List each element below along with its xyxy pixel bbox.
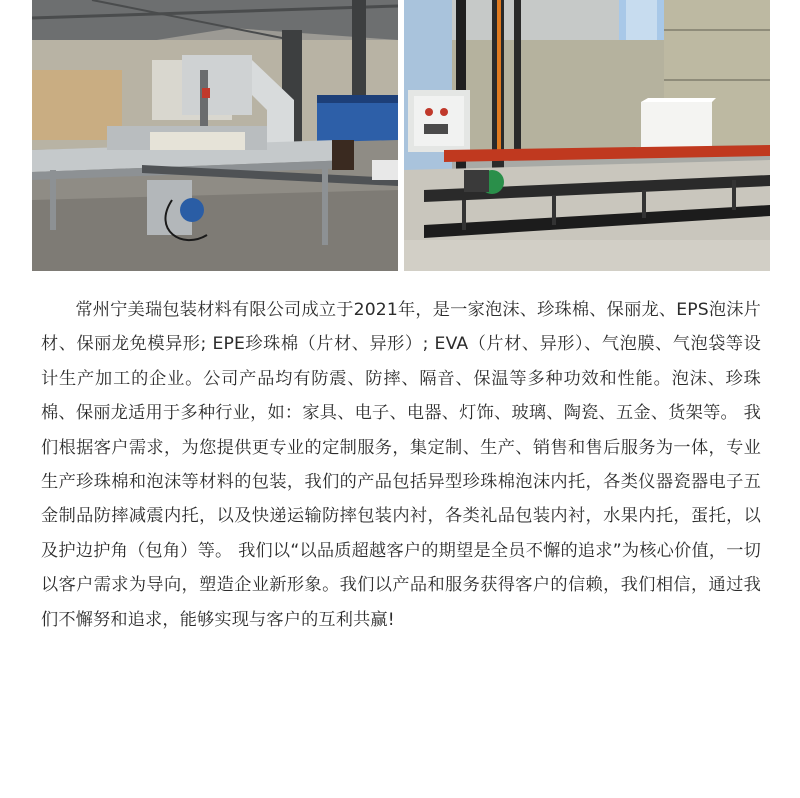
photo-cutting-line — [404, 0, 770, 271]
photo-gallery — [32, 0, 770, 271]
company-intro-text: 常州宁美瑞包装材料有限公司成立于2021年，是一家泡沫、珍珠棉、保丽龙、EPS泡沫片材、保丽龙免模异形; EPE珍珠棉（片材、异形）; EVA（片材、异形）、气泡膜、气泡袋等设计生产加工的企业。公司产品均有防震、防摔、隔音、保温等多种功效和性能。泡沫、珍珠棉、保丽龙适用于多种行业，如：家具、电子、电器、灯饰、玻璃、陶瓷、五金、货架等。 我们根据客户需求，为您提供更专业的定制服务，集定制、生产、销售和售后服务为一体，专业生产珍珠棉和泡沫等材料的包装，我们的产品包括异型珍珠棉泡沫内托，各类仪器瓷器电子五金制品防摔减震内托，以及快递运输防摔包装内衬，各类礼品包装内衬，水果内托，蛋托，以及护边护角（包角）等。 我们以“以品质超越客户的期望是全员不懈的追求”为核心价值，一切以客户需求为导向，塑造企业新形象。我们以产品和服务获得客户的信赖，我们相信，通过我们不懈努和追求，能够实现与客户的互利共赢! — [41, 300, 761, 630]
cutting-line-image — [404, 0, 770, 271]
cutting-machine-image — [32, 0, 398, 271]
photo-cutting-machine — [32, 0, 398, 271]
